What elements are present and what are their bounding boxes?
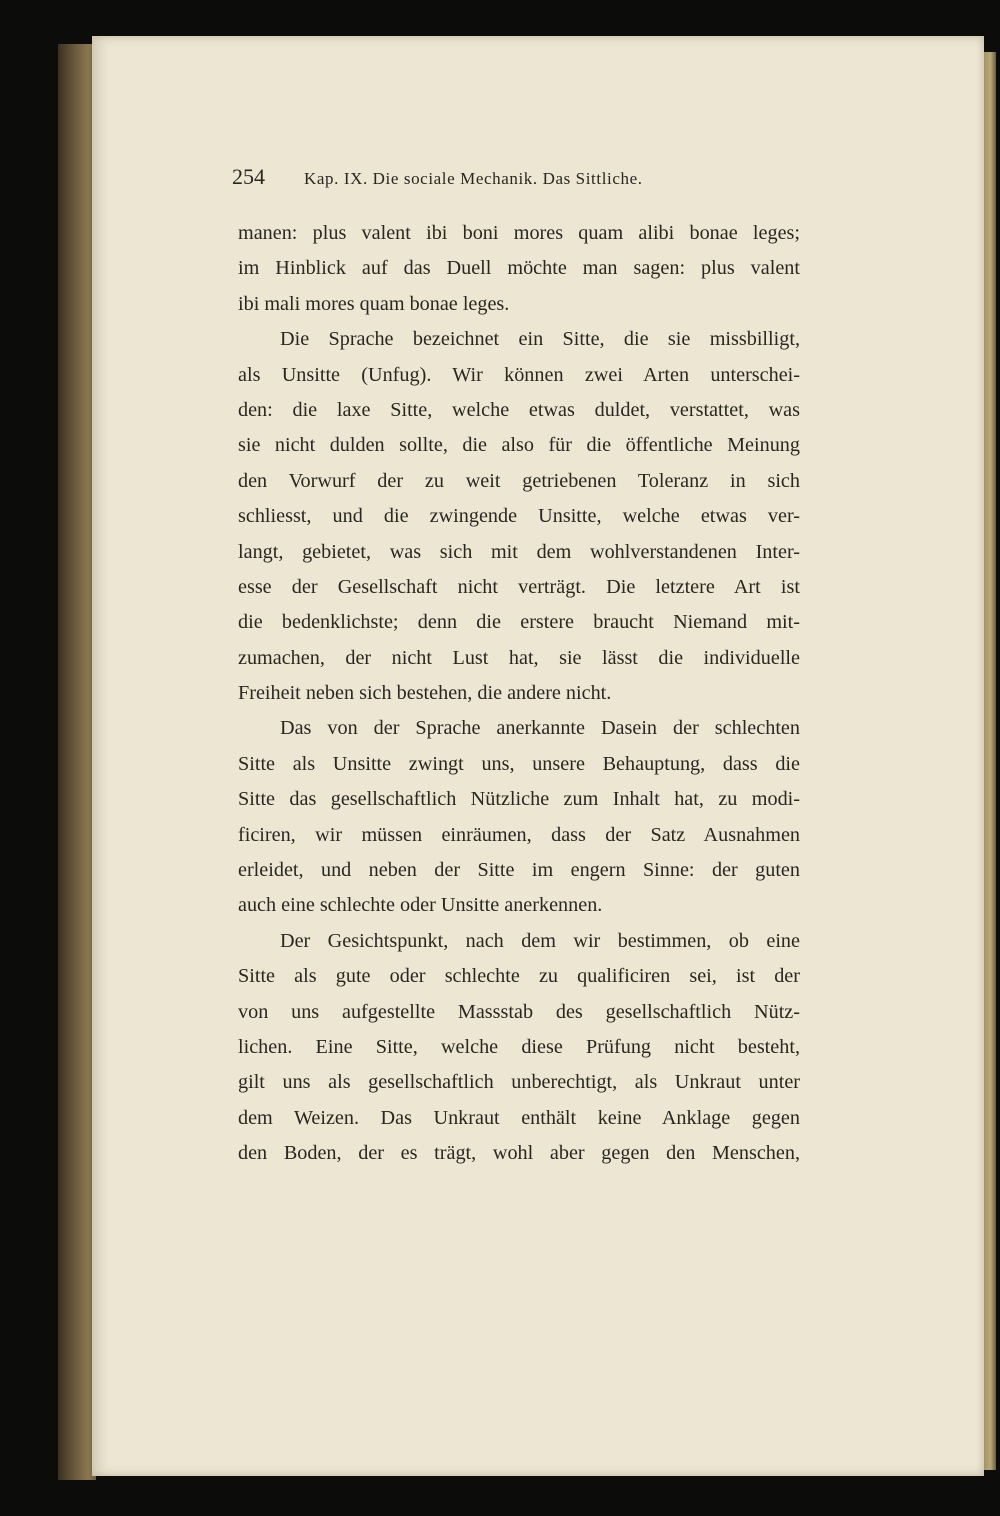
text-line: gilt uns als gesellschaftlich unberechtigt, als Unkraut unter: [238, 1071, 800, 1094]
text-line: schliesst, und die zwingende Unsitte, welche etwas ver-: [238, 505, 800, 528]
text-line: sie nicht dulden sollte, die also für die öffentliche Meinung: [238, 434, 800, 457]
text-line: als Unsitte (Unfug). Wir können zwei Arten unterschei-: [238, 363, 800, 386]
text-line: im Hinblick auf das Duell möchte man sagen: plus valent: [238, 257, 800, 280]
text-line: Die Sprache bezeichnet ein Sitte, die sie missbilligt,: [280, 328, 800, 351]
text-line: den: die laxe Sitte, welche etwas duldet, verstattet, was: [238, 398, 800, 421]
page-number: 254: [232, 164, 265, 189]
text-line: ficiren, wir müssen einräumen, dass der Satz Ausnahmen: [238, 823, 800, 846]
text-line: Der Gesichtspunkt, nach dem wir bestimmen, ob eine: [280, 929, 800, 952]
body-text: [238, 216, 800, 1172]
text-line: den Boden, der es trägt, wohl aber gegen den Menschen,: [238, 1142, 800, 1165]
text-line: Sitte das gesellschaftlich Nützliche zum Inhalt hat, zu modi-: [238, 788, 800, 811]
text-line: Sitte als Unsitte zwingt uns, unsere Behauptung, dass die: [238, 752, 800, 775]
text-line: von uns aufgestellte Massstab des gesellschaftlich Nütz-: [238, 1000, 800, 1023]
text-line: langt, gebietet, was sich mit dem wohlverstandenen Inter-: [238, 540, 800, 563]
book-spine-edge: [58, 44, 96, 1480]
text-line: Das von der Sprache anerkannte Dasein der schlechten: [280, 717, 800, 740]
text-line: auch eine schlechte oder Unsitte anerkennen.: [238, 894, 603, 917]
text-line: Sitte als gute oder schlechte zu qualificiren sei, ist der: [238, 965, 800, 988]
text-line: Freiheit neben sich bestehen, die andere nicht.: [238, 682, 612, 705]
page-header: [232, 164, 800, 190]
text-line: dem Weizen. Das Unkraut enthält keine Anklage gegen: [238, 1106, 800, 1129]
text-line: manen: plus valent ibi boni mores quam alibi bonae leges;: [238, 222, 800, 244]
text-line: ibi mali mores quam bonae leges.: [238, 292, 510, 315]
running-head: Kap. IX. Die sociale Mechanik. Das Sittliche.: [304, 169, 643, 188]
text-line: zumachen, der nicht Lust hat, sie lässt die individuelle: [238, 646, 800, 669]
text-line: den Vorwurf der zu weit getriebenen Toleranz in sich: [238, 469, 800, 492]
page-stack-edge: [982, 52, 996, 1470]
text-line: lichen. Eine Sitte, welche diese Prüfung nicht besteht,: [238, 1035, 800, 1058]
text-line: esse der Gesellschaft nicht verträgt. Die letztere Art ist: [238, 575, 800, 598]
text-line: erleidet, und neben der Sitte im engern Sinne: der guten: [238, 859, 800, 882]
text-line: die bedenklichste; denn die erstere braucht Niemand mit-: [238, 611, 800, 634]
